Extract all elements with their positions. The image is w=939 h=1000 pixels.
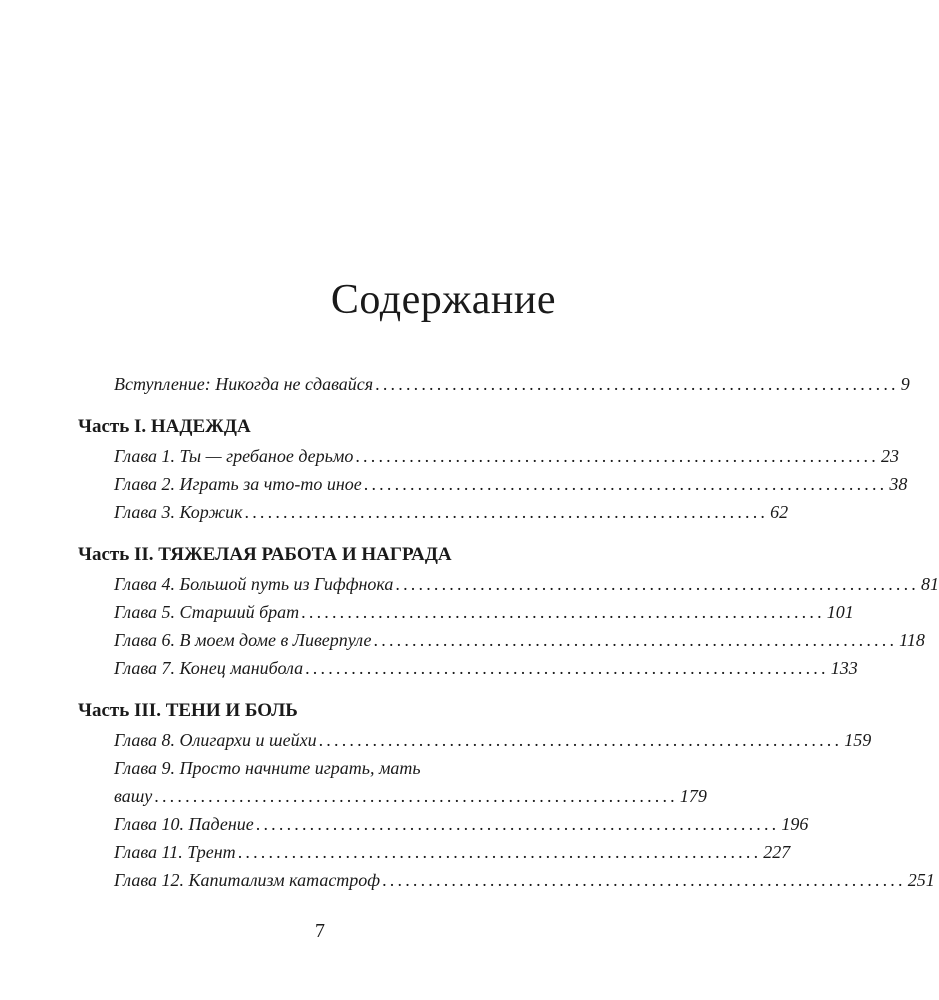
page-number: 7 [315, 920, 325, 942]
toc-entry-title-line1: Глава 9. Просто начните играть, мать [114, 758, 421, 778]
toc-leader-dots: .................................................................... [237, 842, 762, 862]
toc-entry-title: Глава 3. Коржик [114, 502, 243, 522]
toc-entry [114, 866, 935, 894]
toc-entry-page: 118 [899, 630, 925, 650]
toc-leader-dots: .................................................................... [395, 574, 920, 594]
toc-entry-title: Глава 12. Капитализм катастроф [114, 870, 381, 890]
toc-entry-title-line2: вашу [114, 786, 153, 806]
toc-entry-page: 101 [826, 602, 854, 622]
toc-leader-dots: .................................................................... [382, 870, 906, 890]
toc-leader-dots: .................................................................... [355, 446, 879, 466]
toc-part-1: Часть I. НАДЕЖДА [78, 416, 251, 437]
toc-entry-title: Глава 8. Олигархи и шейхи [114, 730, 317, 750]
toc-leader-dots: .................................................................... [375, 374, 899, 394]
toc-entry [114, 498, 789, 526]
toc-leader-dots: .................................................................... [363, 474, 888, 494]
toc-entry-page: 159 [844, 730, 872, 750]
toc-entry-page: 9 [900, 374, 910, 394]
toc-entry [114, 838, 791, 866]
toc-entry [114, 810, 809, 838]
toc-part-3: Часть III. ТЕНИ И БОЛЬ [78, 700, 298, 721]
toc-entry-title: Глава 5. Старший брат [114, 602, 300, 622]
toc-entry-title: Глава 4. Большой путь из Гиффнока [114, 574, 394, 594]
toc-entry-title: Глава 11. Трент [114, 842, 236, 862]
toc-entry-page: 23 [880, 446, 899, 466]
toc-entry-page: 62 [770, 502, 789, 522]
toc-entry-title: Глава 6. В моем доме в Ливерпуле [114, 630, 372, 650]
toc-entry [114, 470, 908, 498]
toc-entry-page: 179 [679, 786, 707, 806]
toc-entry-page: 38 [889, 474, 908, 494]
toc-entry [114, 598, 854, 626]
toc-leader-dots: .................................................................... [305, 658, 829, 678]
toc-entry [114, 442, 899, 470]
toc-entry [114, 654, 858, 682]
table-of-contents [78, 370, 939, 894]
page-title: Содержание [330, 277, 556, 323]
toc-entry-page: 227 [763, 842, 791, 862]
toc-entry [114, 626, 925, 654]
toc-entry-page: 81 [921, 574, 939, 594]
toc-leader-dots: .................................................................... [255, 814, 780, 834]
toc-entry-intro [114, 370, 910, 398]
toc-entry [114, 754, 707, 810]
toc-leader-dots: .................................................................... [373, 630, 898, 650]
toc-leader-dots: .................................................................... [244, 502, 769, 522]
toc-entry-title: Глава 7. Конец манибола [114, 658, 304, 678]
toc-entry-page: 133 [830, 658, 858, 678]
toc-entry [114, 726, 872, 754]
toc-leader-dots: .................................................................... [318, 730, 843, 750]
toc-entry [114, 570, 939, 598]
toc-leader-dots: .................................................................... [154, 786, 678, 806]
toc-entry-page: 196 [781, 814, 809, 834]
toc-entry-title: Глава 10. Падение [114, 814, 254, 834]
toc-entry-page: 251 [907, 870, 935, 890]
toc-entry-title: Глава 1. Ты — гребаное дерьмо [114, 446, 354, 466]
toc-entry-title: Глава 2. Играть за что-то иное [114, 474, 362, 494]
toc-part-2: Часть II. ТЯЖЕЛАЯ РАБОТА И НАГРАДА [78, 544, 452, 565]
toc-entry-title: Вступление: Никогда не сдавайся [114, 374, 374, 394]
toc-leader-dots: .................................................................... [301, 602, 825, 622]
